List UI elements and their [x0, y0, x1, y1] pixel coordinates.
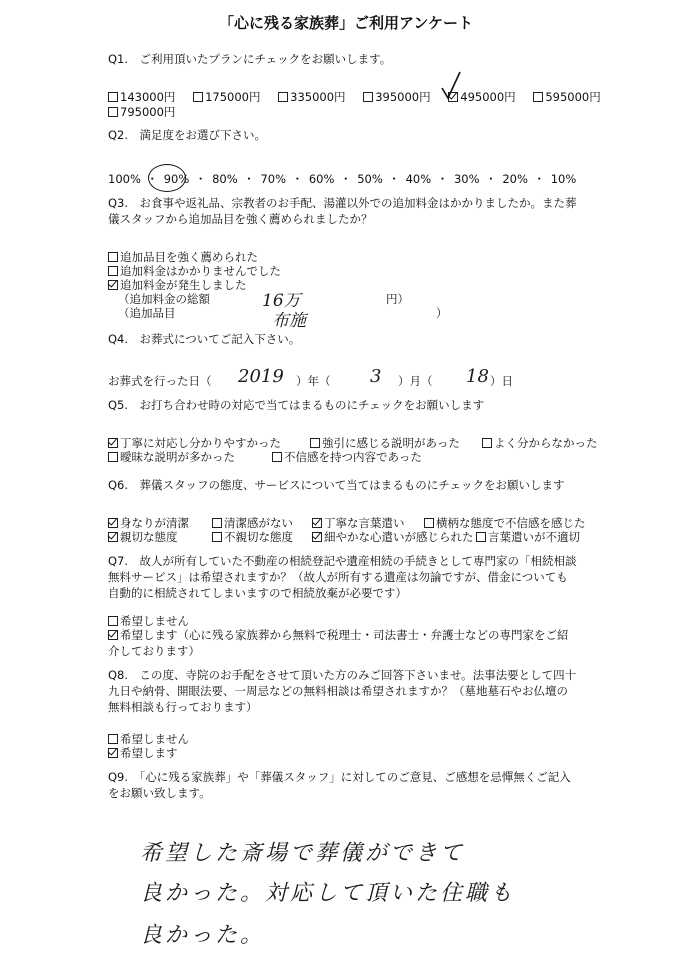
checkbox[interactable] — [108, 92, 118, 102]
q4-day-unit: ）日 — [490, 374, 513, 388]
q2-option[interactable]: 70% — [260, 172, 287, 186]
q5-option-2[interactable] — [310, 436, 460, 450]
q2-option[interactable]: 40% — [405, 172, 432, 186]
q6-option-8[interactable] — [476, 530, 580, 544]
option-label: 不信感を持つ内容であった — [284, 450, 422, 464]
option-label: 335000円 — [290, 90, 346, 104]
q1-option-6[interactable] — [533, 90, 600, 104]
q2-option[interactable]: 100% — [108, 172, 141, 186]
q2-option[interactable]: 10% — [550, 172, 577, 186]
q9-label-line1: Q9. 「心に残る家族葬」や「葬儀スタッフ」に対してのご意見、ご感想を忌憚無くご記入 — [108, 770, 571, 784]
option-label: 細やかな心遣いが感じられた — [324, 530, 474, 544]
q2-option-selected[interactable]: 90% — [163, 172, 190, 186]
checkbox[interactable] — [193, 92, 203, 102]
q1-option-7[interactable] — [108, 105, 175, 119]
checkbox[interactable] — [108, 107, 118, 117]
checkbox-checked[interactable] — [312, 518, 322, 528]
q6-label: Q6. 葬儀スタッフの態度、サービスについて当てはまるものにチェックをお願いします — [108, 478, 565, 492]
checkbox[interactable] — [533, 92, 543, 102]
option-label: 清潔感がない — [224, 516, 293, 530]
q2-scale: 100% ・ 90% ・ 80% ・ 70% ・ 60% ・ 50% ・ 40% ・ 30% ・ 20% ・ 10% — [108, 172, 577, 186]
q3-item-close: ） — [436, 306, 448, 320]
q6-option-2[interactable] — [212, 516, 293, 530]
q7-option-2-line2: 介しております） — [108, 644, 200, 658]
q9-label-line2: をお願い致します。 — [108, 786, 211, 800]
option-label: 795000円 — [120, 105, 176, 119]
q3-total-label: （追加料金の総額 — [118, 292, 210, 306]
q7-option-1[interactable] — [108, 614, 189, 628]
option-label: 395000円 — [375, 90, 431, 104]
q7-label-line1: Q7. 故人が所有していた不動産の相続登記や遺産相続の手続きとして専門家の「相続相談 — [108, 554, 577, 568]
checkbox[interactable] — [108, 266, 118, 276]
option-label: 175000円 — [205, 90, 261, 104]
option-label: 143000円 — [120, 90, 176, 104]
q4-label: Q4. お葬式についてご記入下さい。 — [108, 332, 301, 346]
q9-answer-line1[interactable]: 希望した斎場で葬儀ができて — [140, 841, 466, 866]
q7-option-2[interactable] — [108, 628, 569, 642]
q2-option[interactable]: 50% — [357, 172, 383, 186]
checkbox-checked[interactable] — [108, 532, 118, 542]
option-label: よく分からなかった — [494, 436, 598, 450]
q4-month-unit: ）月（ — [398, 374, 433, 388]
checkbox[interactable] — [482, 438, 492, 448]
q5-option-3[interactable] — [482, 436, 598, 450]
q9-answer-line3[interactable]: 良かった。 — [140, 923, 266, 948]
q4-year-handwritten[interactable]: 2019 — [238, 366, 284, 387]
q8-option-1[interactable] — [108, 732, 189, 746]
q4-month-handwritten[interactable]: 3 — [370, 366, 382, 387]
q6-option-4[interactable] — [424, 516, 586, 530]
q5-option-4[interactable] — [108, 450, 235, 464]
option-label: 曖昧な説明が多かった — [120, 450, 235, 464]
q2-label: Q2. 満足度をお選び下さい。 — [108, 128, 267, 142]
checkbox-checked[interactable] — [108, 438, 118, 448]
q8-option-2[interactable] — [108, 746, 178, 760]
option-label: 追加料金が発生しました — [120, 278, 247, 292]
checkbox[interactable] — [108, 452, 118, 462]
q2-option[interactable]: 80% — [212, 172, 238, 186]
q6-option-6[interactable] — [212, 530, 293, 544]
option-label: 希望します（心に残る家族葬から無料で税理士・司法書士・弁護士などの専門家をご紹 — [120, 628, 569, 642]
q5-label: Q5. お打ち合わせ時の対応で当てはまるものにチェックをお願いします — [108, 398, 485, 412]
q7-label-line3: 自動的に相続されてしまいますので相続放棄が必要です） — [108, 586, 407, 600]
checkbox[interactable] — [212, 518, 222, 528]
option-label: 希望しません — [120, 614, 189, 628]
checkbox-checked[interactable] — [108, 518, 118, 528]
option-label: 丁寧に対応し分かりやすかった — [120, 436, 281, 450]
checkbox[interactable] — [108, 252, 118, 262]
option-label: 595000円 — [545, 90, 601, 104]
q8-label-line3: 無料相談も行っております） — [108, 700, 258, 714]
option-label: 希望しません — [120, 732, 189, 746]
option-label: 495000円 — [460, 90, 516, 104]
q2-option[interactable]: 30% — [453, 172, 480, 186]
checkbox[interactable] — [278, 92, 288, 102]
checkbox[interactable] — [108, 734, 118, 744]
q3-item-handwritten[interactable]: 布施 — [272, 311, 306, 331]
q1-label: Q1. ご利用頂いたプランにチェックをお願いします。 — [108, 52, 392, 66]
q3-option-3[interactable] — [108, 278, 247, 292]
q3-label-line2: 儀スタッフから追加品目を強く薦められましたか？ — [108, 212, 373, 226]
q3-item-label: （追加品目 — [118, 306, 176, 320]
q1-option-2[interactable] — [193, 90, 260, 104]
q1-handwritten-check-icon — [440, 70, 462, 102]
q3-option-1[interactable] — [108, 250, 258, 264]
q3-label-line1: Q3. お食事や返礼品、宗教者のお手配、湯灌以外での追加料金はかかりましたか。また葬 — [108, 196, 577, 210]
option-label: 希望します — [120, 746, 178, 760]
q1-options — [108, 90, 615, 104]
q9-answer-line2[interactable]: 良かった。対応して頂いた住職も — [140, 881, 516, 906]
checkbox-checked[interactable] — [108, 630, 118, 640]
option-label: 横柄な態度で不信感を感じた — [436, 516, 586, 530]
q6-option-3[interactable] — [312, 516, 405, 530]
q1-option-3[interactable] — [278, 90, 345, 104]
checkbox-checked[interactable] — [312, 532, 322, 542]
checkbox-checked[interactable] — [108, 748, 118, 758]
option-label: 身なりが清潔 — [120, 516, 189, 530]
checkbox[interactable] — [363, 92, 373, 102]
q1-option-1[interactable] — [108, 90, 175, 104]
q8-label-line1: Q8. この度、寺院のお手配をさせて頂いた方のみご回答下さいませ。法事法要として四十 — [108, 668, 577, 682]
q3-total-handwritten[interactable]: 16万 — [262, 291, 301, 311]
q2-option[interactable]: 20% — [502, 172, 528, 186]
option-label: 丁寧な言葉遣い — [324, 516, 405, 530]
q3-total-unit: 円） — [386, 292, 409, 306]
option-label: 親切な態度 — [120, 530, 178, 544]
q7-label-line2: 無料サービス」は希望されますか？（故人が所有する遺産は勿論ですが、借金についても — [108, 570, 568, 584]
option-label: 追加料金はかかりませんでした — [120, 264, 281, 278]
q5-option-1[interactable] — [108, 436, 281, 450]
checkbox[interactable] — [476, 532, 486, 542]
q6-option-7[interactable] — [312, 530, 474, 544]
checkbox[interactable] — [272, 452, 282, 462]
q8-label-line2: 九日や納骨、開眼法要、一周忌などの無料相談は希望されますか？（墓地墓石やお仏壇の — [108, 684, 568, 698]
q4-day-handwritten[interactable]: 18 — [466, 366, 489, 387]
q4-year-unit: ）年（ — [296, 374, 331, 388]
checkbox[interactable] — [212, 532, 222, 542]
q6-option-5[interactable] — [108, 530, 178, 544]
option-label: 言葉遣いが不適切 — [488, 530, 580, 544]
q2-option[interactable]: 60% — [308, 172, 335, 186]
q5-option-5[interactable] — [272, 450, 422, 464]
checkbox[interactable] — [310, 438, 320, 448]
q4-date-label: お葬式を行った日（ — [108, 374, 212, 388]
option-label: 追加品目を強く薦められた — [120, 250, 258, 264]
q2-selection-circle-icon — [148, 164, 186, 192]
checkbox-checked[interactable] — [108, 280, 118, 290]
option-label: 強引に感じる説明があった — [322, 436, 460, 450]
option-label: 不親切な態度 — [224, 530, 293, 544]
q1-option-4[interactable] — [363, 90, 430, 104]
checkbox[interactable] — [424, 518, 434, 528]
checkbox[interactable] — [108, 616, 118, 626]
survey-title: 「心に残る家族葬」ご利用アンケート — [218, 14, 474, 32]
q6-option-1[interactable] — [108, 516, 189, 530]
q3-option-2[interactable] — [108, 264, 281, 278]
